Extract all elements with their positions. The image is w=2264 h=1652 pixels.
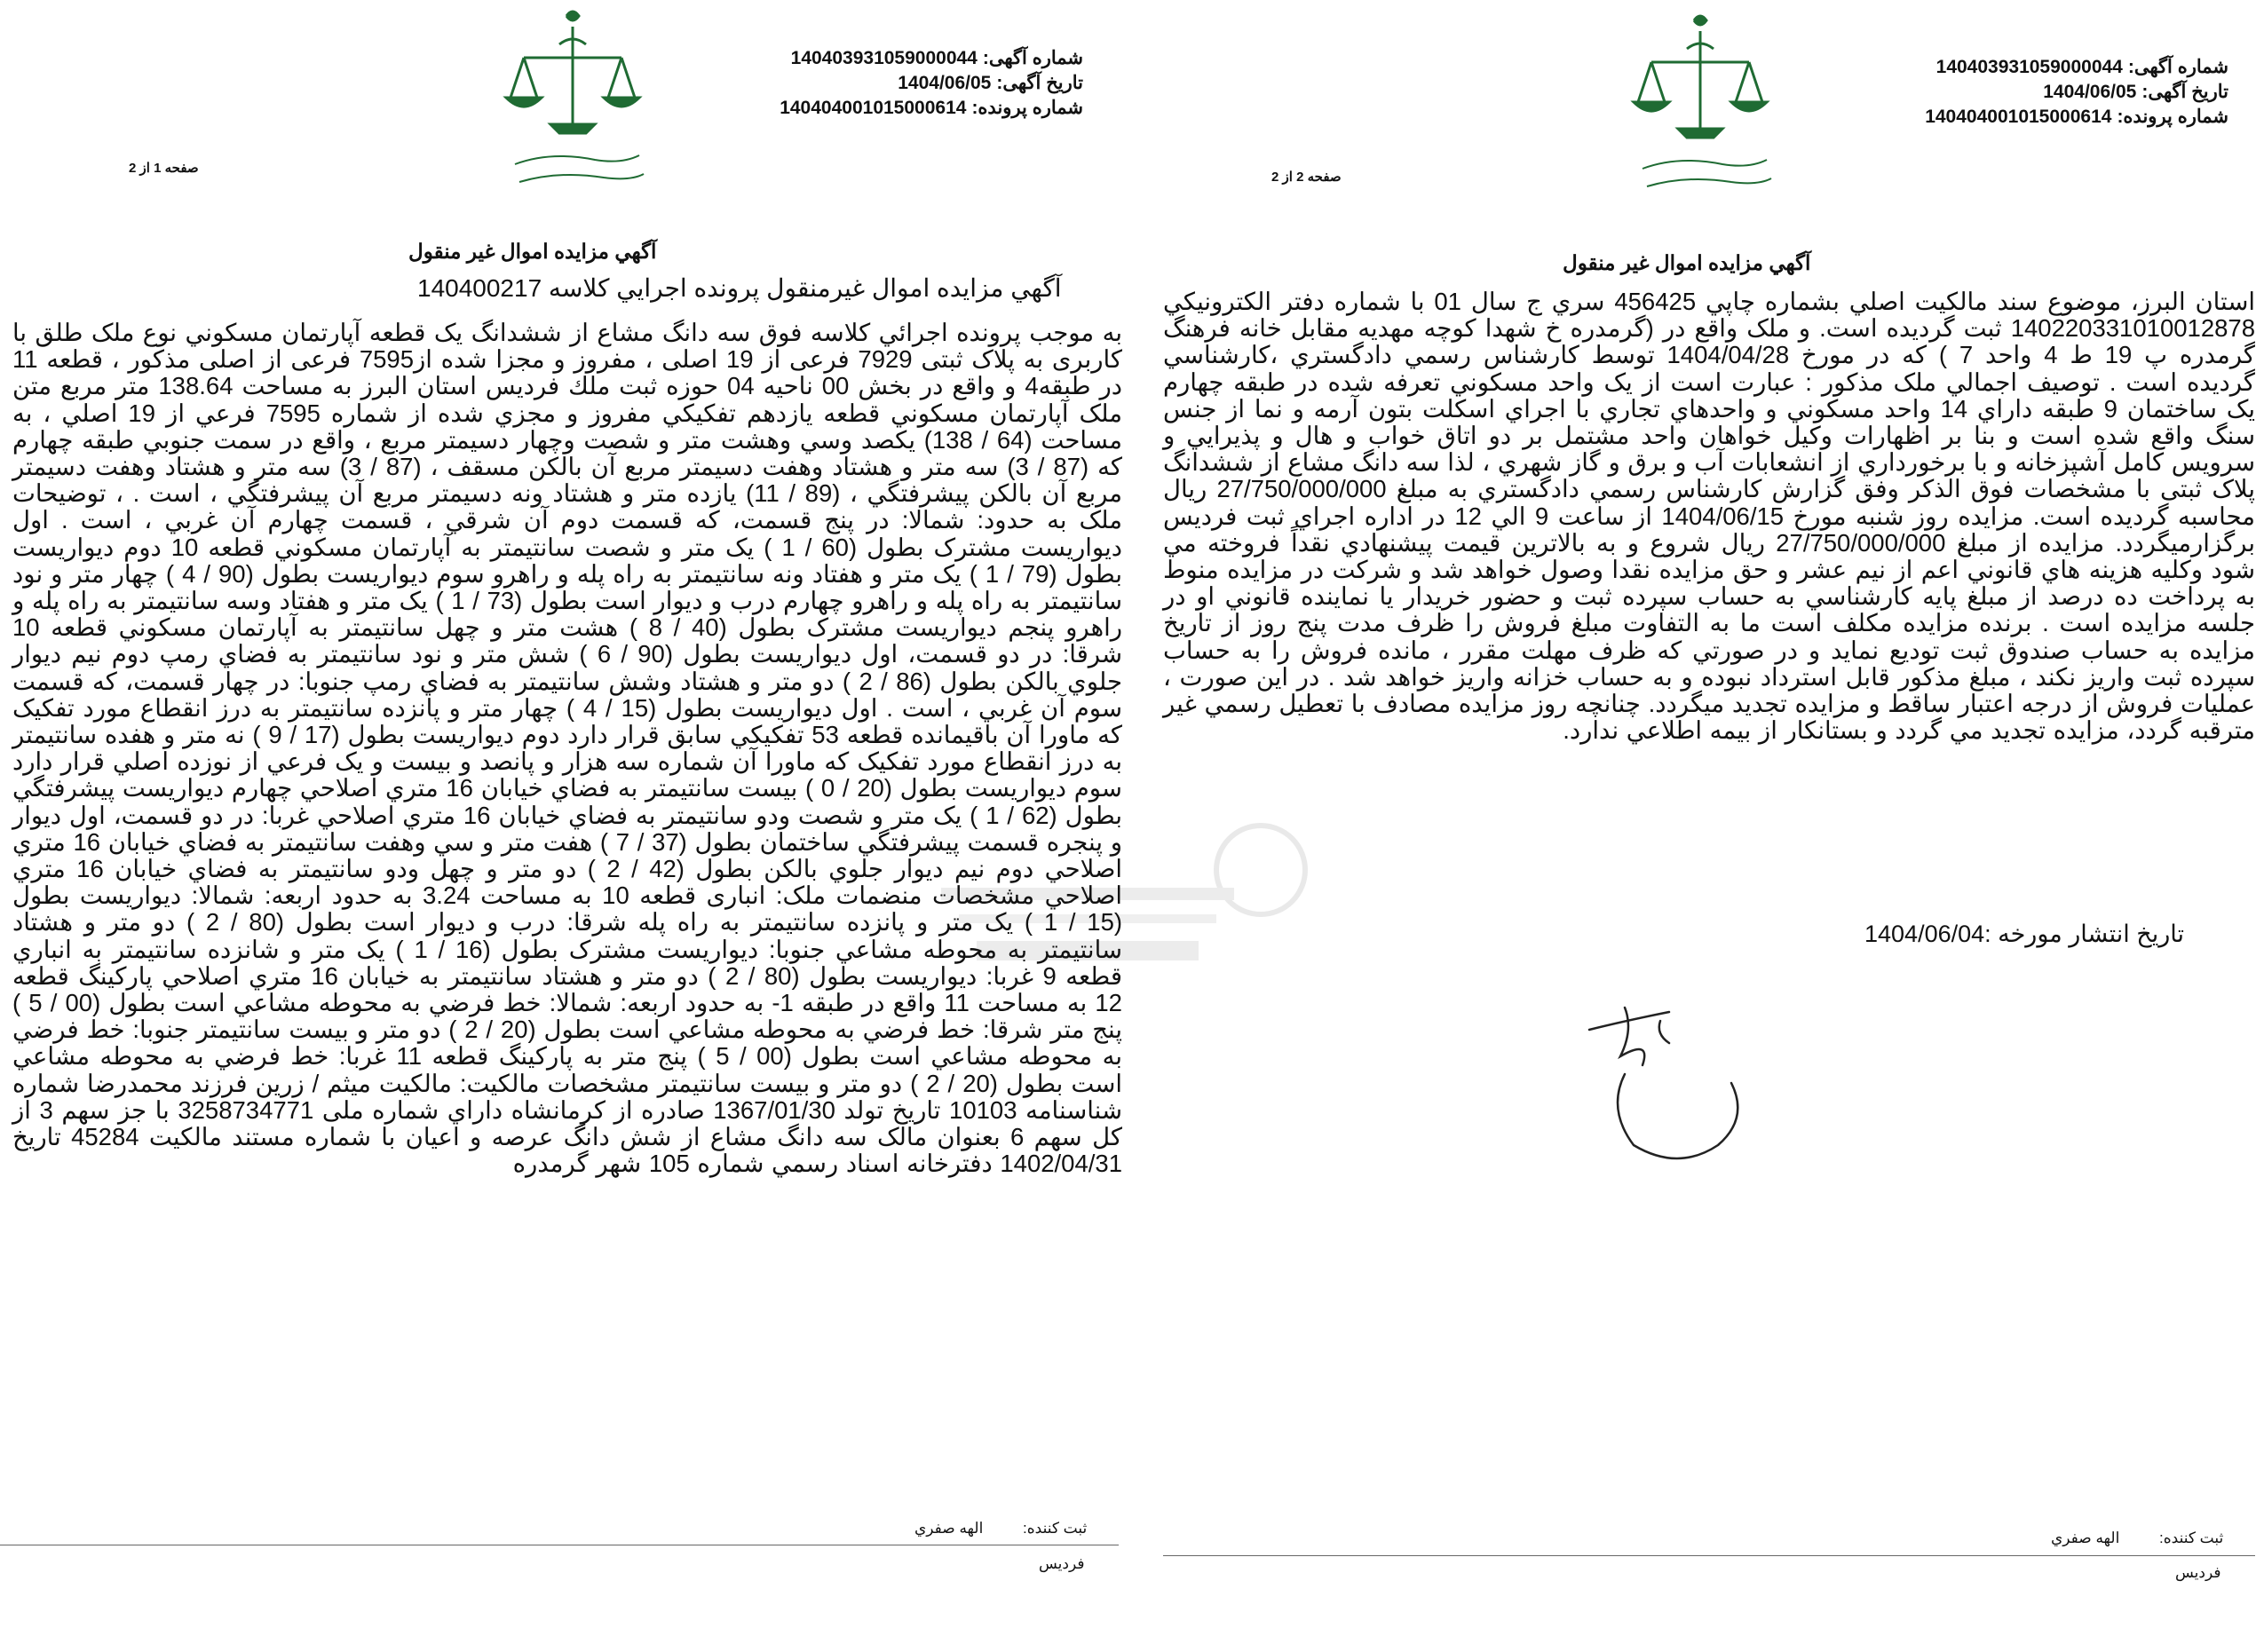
ad-meta-page-2 [1864, 55, 2228, 130]
ad-number-row [719, 46, 1083, 71]
divider-2 [1163, 1555, 2255, 1556]
judiciary-emblem-icon [497, 9, 648, 195]
case-subtitle: آگهي مزايده اموال غيرمنقول پرونده اجرايي كلاسه 140400217 [417, 274, 1062, 302]
ad-date-label: تاریخ آگهی: [996, 73, 1083, 93]
registrar-name: الهه صفري [2051, 1529, 2120, 1546]
file-number-row [719, 96, 1083, 121]
ad-date-label: تاریخ آگهی: [2141, 82, 2228, 102]
file-number: 140404001015000614 [780, 98, 967, 118]
ad-date: 1404/06/05 [898, 73, 992, 93]
page-title-2: آگهي مزايده اموال غير منقول [1563, 251, 1811, 274]
ad-meta [719, 46, 1083, 121]
auction-body-text-2: استان البرز، موضوع سند مالكيت اصلي بشماره چاپي 456425 سري ج سال 01 با شماره دفتر الكترونيكي 140220331010012878 ثبت گرديده است. و ملک واقع در (گرمدره خ شهدا كوچه مهديه مقابل خانه فرهنگ گرمدره پ 19 ط 4 واحد 7 ) كه در مورخ 1404/04/28 توسط كارشناس رسمي دادگستري ،كارشناسي گرديده است . توصيف اجمالي ملک مذكور : عبارت است از يک واحد مسكوني تعرفه شده در طبقه چهارم يک ساختمان 9 طبقه داراي 14 واحد مسكوني و واحدهاي تجاري با اجراي اسكلت بتون آرمه و نما از جنس سنگ واقع شده است و بنا بر اظهارات وكيل خواهان واحد مشتمل بر دو اتاق خواب و هال و پذيرايي و سرويس كامل آشپزخانه و با برخورداري از انشعابات آب و برق و گاز شهري ، لذا سه دانگ مشاع از ششدانگ پلاک ثبتی با مشخصات فوق الذكر وفق گزارش كارشناس رسمي دادگستري به مبلغ 27/750/000/000 ريال محاسبه گرديده است. مزايده روز شنبه مورخ 1404/06/15 از ساعت 9 الي 12 در اداره اجراي ثبت فرديس برگزارميگردد. مزايده از مبلغ 27/750/000/000 ريال شروع و به بالاترين قيمت پيشنهادي نقداً فروخته مي شود وكليه هزينه هاي قانوني اعم از نيم عشر و حق مزايده نقدا وصول خواهد شد و شركت در مزايده منوط به پرداخت ده درصد از مبلغ پايه كارشناسي به حساب سپرده ثبت و حضور خريدار يا نماينده قانوني او در جلسه مزايده است . برنده مزايده مكلف است ما به التفاوت مبلغ فروش را ظرف مدت پنج روز از تاريخ مزايده به حساب صندوق ثبت توديع نمايد و در صورتي كه ظرف مهلت مقرر ، مانده فروش را به حساب سپرده ثبت واريز نكند ، مبلغ مذكور قابل استرداد نبوده و به حساب خزانه واريز خواهد شد . در اين صورت ، عمليات فروش از درجه اعتبار ساقط و مزايده تجديد ميگردد. چنانچه روز مزايده مصادف با تعطيل رسمي غير مترقبه گردد، مزايده تجديد مي گردد و بستانكار از بيمه اطلاعي ندارد. [1163, 288, 2256, 745]
ad-date: 1404/06/05 [2043, 82, 2137, 102]
judiciary-emblem-icon [1625, 13, 1776, 200]
file-number-row [1864, 105, 2228, 130]
page-title: آگهي مزايده اموال غير منقول [408, 240, 657, 263]
ad-number-row [1864, 55, 2228, 80]
registrar-row [914, 1520, 1087, 1537]
signature-icon [1571, 994, 1767, 1172]
office-name: فرديس [1039, 1555, 1085, 1572]
ad-number-label: شماره آگهی: [2127, 57, 2228, 77]
file-number-label: شماره پرونده: [2117, 107, 2228, 127]
file-number: 140404001015000614 [1925, 107, 2112, 127]
registrar-row-2 [2051, 1529, 2223, 1547]
ad-number: 140403931059000044 [790, 48, 978, 68]
ad-number: 140403931059000044 [1935, 57, 2123, 77]
registrar-label: ثبت كننده: [1023, 1520, 1088, 1537]
registrar-name: الهه صفري [914, 1520, 984, 1537]
ad-date-row [1864, 80, 2228, 105]
publication-date: تاريخ انتشار مورخه :1404/06/04 [1864, 921, 2184, 947]
registrar-label: ثبت كننده: [2159, 1529, 2224, 1546]
ad-number-label: شماره آگهی: [982, 48, 1083, 68]
page-number: صفحه 1 از 2 [129, 161, 199, 176]
file-number-label: شماره پرونده: [971, 98, 1083, 118]
auction-body-text: به موجب پرونده اجرائي كلاسه فوق سه دانگ مشاع از ششدانگ يک قطعه آپارتمان مسكوني نوع ملک طلق با کاربری به پلاک ثبتی 7929 فرعی از 19 اصلی ، مفروز و مجزا شده از7595 فرعی از اصلی مذکور ، قطعه 11 در طبقه4 و واقع در بخش 00 ناحيه 04 حوزه ثبت ملك فرديس استان البرز به مساحت 138.64 متر مربع متن ملک آپارتمان مسكوني قطعه يازدهم تفكيكي مفروز و مجزي شده از شماره 7595 فرعي از 19 اصلي ، به مساحت (64 / 138) يكصد وسي وهشت متر و شصت وچهار دسيمتر مربع ، واقع در سمت جنوبي طبقه چهارم كه (87 / 3) سه متر و هشتاد وهفت دسيمتر مربع آن بالكن مسقف ، (87 / 3) سه متر و هشتاد وهفت دسيمتر مربع آن بالكن پيشرفتگي ، (89 / 11) يازده متر و هشتاد ونه دسيمتر مربع آن پيشرفتگي ، است . ، توضیحات ملک به حدود: شمالا: در پنج قسمت، كه قسمت دوم آن شرقي ، قسمت چهارم آن غربي ، است . اول ديواريست مشترک بطول (60 / 1 ) يک متر و شصت سانتيمتر به آپارتمان مسكوني قطعه 10 دوم ديواريست بطول (79 / 1 ) يک متر و هفتاد ونه سانتيمتر به راه پله و راهرو سوم ديواريست بطول (90 / 4 ) چهار متر و نود سانتيمتر به راه پله و راهرو چهارم درب و ديوار است بطول (73 / 1 ) يک متر و هفتاد وسه سانتيمتر به راه پله و راهرو پنجم ديواريست مشترک بطول (40 / 8 ) هشت متر و چهل سانتيمتر به آپارتمان مسكوني قطعه 10 شرقا: در دو قسمت، اول ديواريست بطول (90 / 6 ) شش متر و نود سانتيمتر به فضاي رمپ دوم نيم ديوار جلوي بالكن بطول (86 / 2 ) دو متر و هشتاد وشش سانتيمتر به فضاي رمپ جنوبا: در چهار قسمت، كه قسمت سوم آن غربي ، است . اول ديواريست بطول (15 / 4 ) چهار متر و پانزده سانتيمتر به درز انقطاع مورد تفكيک كه ماورا آن باقيمانده قطعه 53 تفكيكي سابق قرار دارد دوم ديواريست بطول (17 / 9 ) نه متر و هفده سانتيمتر به درز انقطاع مورد تفكيک كه ماورا آن شماره سه هزار و پانصد و بيست و يک فرعي از نوزده اصلي قرار دارد سوم ديواريست بطول (20 / 0 ) بيست سانتيمتر به فضاي خيابان 16 متري اصلاحي چهارم ديواريست پيشرفتگي بطول (62 / 1 ) يک متر و شصت ودو سانتيمتر به فضاي خيابان 16 متري اصلاحي غربا: در دو قسمت، اول ديوار و پنجره قسمت پيشرفتگي ساختمان بطول (37 / 7 ) هفت متر و سي وهفت سانتيمتر به فضاي خيابان 16 متري اصلاحي دوم نيم ديوار جلوي بالكن بطول (42 / 2 ) دو متر و چهل ودو سانتيمتر به فضاي خيابان 16 متري اصلاحي مشخصات منضمات ملک: انباری قطعه 10 به مساحت 3.24 به حدود اربعه: شمالا: ديواريست بطول (15 / 1 ) يک متر و پانزده سانتيمتر به راه پله شرقا: درب و ديوار است بطول (80 / 2 ) دو متر و هشتاد سانتيمتر به محوطه مشاعي جنوبا: ديواريست مشترک بطول (16 / 1 ) يک متر و شانزده سانتيمتر به انباري قطعه 9 غربا: ديواريست بطول (80 / 2 ) دو متر و هشتاد سانتيمتر به خيابان 16 متري اصلاحي پاركينگ قطعه 12 به مساحت 11 واقع در طبقه 1- به حدود اربعه: شمالا: خط فرضي به محوطه مشاعي است بطول (00 / 5 ) پنج متر شرقا: خط فرضي به محوطه مشاعي است بطول (20 / 2 ) دو متر و بيست سانتيمتر جنوبا: خط فرضي به محوطه مشاعي است بطول (00 / 5 ) پنج متر به پاركينگ قطعه 11 غربا: خط فرضي به محوطه مشاعي است بطول (20 / 2 ) دو متر و بيست سانتيمتر مشخصات مالکیت: مالكيت ميثم / زرين فرزند محمدرضا شماره شناسنامه 10103 تاريخ تولد 1367/01/30 صادره از كرمانشاه داراي شماره ملی 3258734771 با جز سهم 3 از كل سهم 6 بعنوان مالک سه دانگ مشاع از شش دانگ عرصه و اعيان با شماره مستند مالكيت 45284 تاريخ 1402/04/31 دفترخانه اسناد رسمي شماره 105 شهر گرمدره [12, 319, 1123, 1178]
ad-date-row [719, 71, 1083, 96]
page-number-2: صفحه 2 از 2 [1271, 170, 1342, 185]
office-name-2: فرديس [2175, 1564, 2221, 1581]
page-2 [1154, 0, 2264, 1652]
